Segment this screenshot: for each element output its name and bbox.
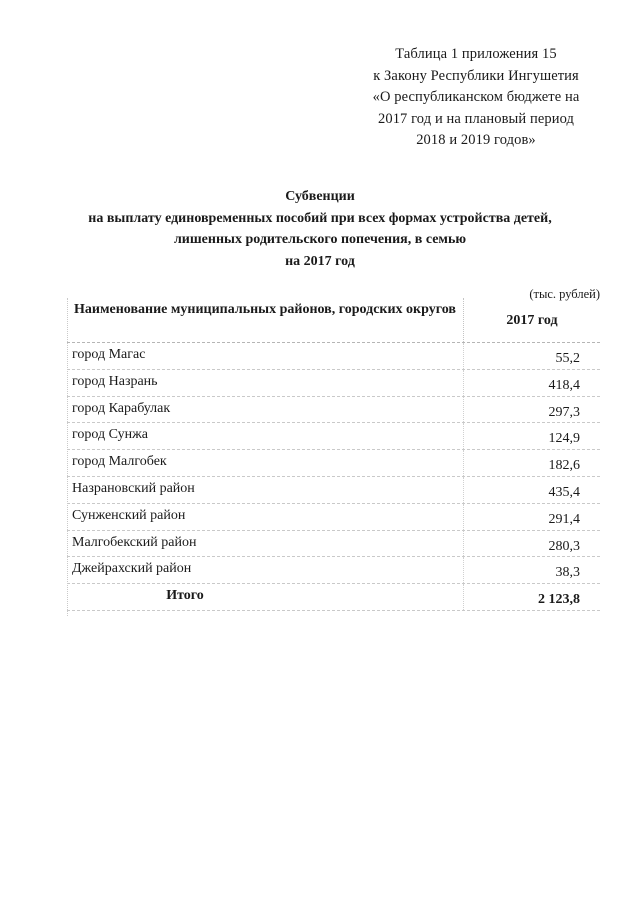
appendix-line: Таблица 1 приложения 15 bbox=[395, 46, 557, 62]
row-value: 280,3 bbox=[548, 538, 580, 554]
row-value: 124,9 bbox=[548, 431, 580, 447]
table-row bbox=[67, 531, 600, 558]
header-name: Наименование муниципальных районов, городских округов bbox=[67, 298, 464, 342]
row-name: Джейрахский район bbox=[67, 557, 464, 583]
appendix-reference bbox=[340, 44, 612, 152]
table-row bbox=[67, 423, 600, 450]
row-name: Назрановский район bbox=[67, 477, 464, 503]
table-row bbox=[67, 477, 600, 504]
table-row bbox=[67, 370, 600, 397]
row-name: город Назрань bbox=[67, 370, 464, 396]
row-value: 38,3 bbox=[555, 565, 580, 581]
row-name: Малгобекский район bbox=[67, 531, 464, 557]
total-label: Итого bbox=[67, 584, 464, 610]
appendix-line: 2018 и 2019 годов» bbox=[416, 132, 536, 148]
appendix-line: к Закону Республики Ингушетия bbox=[373, 67, 579, 84]
row-value: 418,4 bbox=[548, 377, 580, 393]
title-line: Субвенции bbox=[285, 189, 355, 204]
table-row bbox=[67, 450, 600, 477]
title-line: на 2017 год bbox=[285, 253, 355, 269]
appendix-line: 2017 год и на плановый период bbox=[378, 110, 574, 127]
title-line: лишенных родительского попечения, в семью bbox=[173, 232, 467, 247]
row-name: Сунженский район bbox=[67, 504, 464, 530]
table-row bbox=[67, 343, 600, 370]
units-label: (тыс. рублей) bbox=[529, 287, 600, 301]
row-name: город Малгобек bbox=[67, 450, 464, 476]
table-row bbox=[67, 504, 600, 531]
row-name: город Магас bbox=[67, 343, 464, 369]
title-line: на выплату единовременных пособий при всех формах устройства детей, bbox=[88, 210, 552, 226]
subsidies-table bbox=[67, 298, 600, 611]
row-name: город Карабулак bbox=[67, 397, 464, 423]
table-row bbox=[67, 557, 600, 584]
table-row bbox=[67, 397, 600, 424]
row-value: 182,6 bbox=[548, 458, 580, 474]
total-value: 2 123,8 bbox=[538, 592, 580, 608]
total-row bbox=[67, 584, 600, 611]
header-year: 2017 год bbox=[506, 313, 558, 328]
row-value: 297,3 bbox=[548, 404, 580, 420]
row-value: 435,4 bbox=[548, 484, 580, 500]
table-header bbox=[67, 298, 600, 343]
appendix-line: «О республиканском бюджете на bbox=[372, 89, 580, 105]
row-name: город Сунжа bbox=[67, 423, 464, 449]
document-title bbox=[40, 186, 600, 272]
row-value: 291,4 bbox=[548, 511, 580, 527]
row-value: 55,2 bbox=[555, 351, 580, 366]
